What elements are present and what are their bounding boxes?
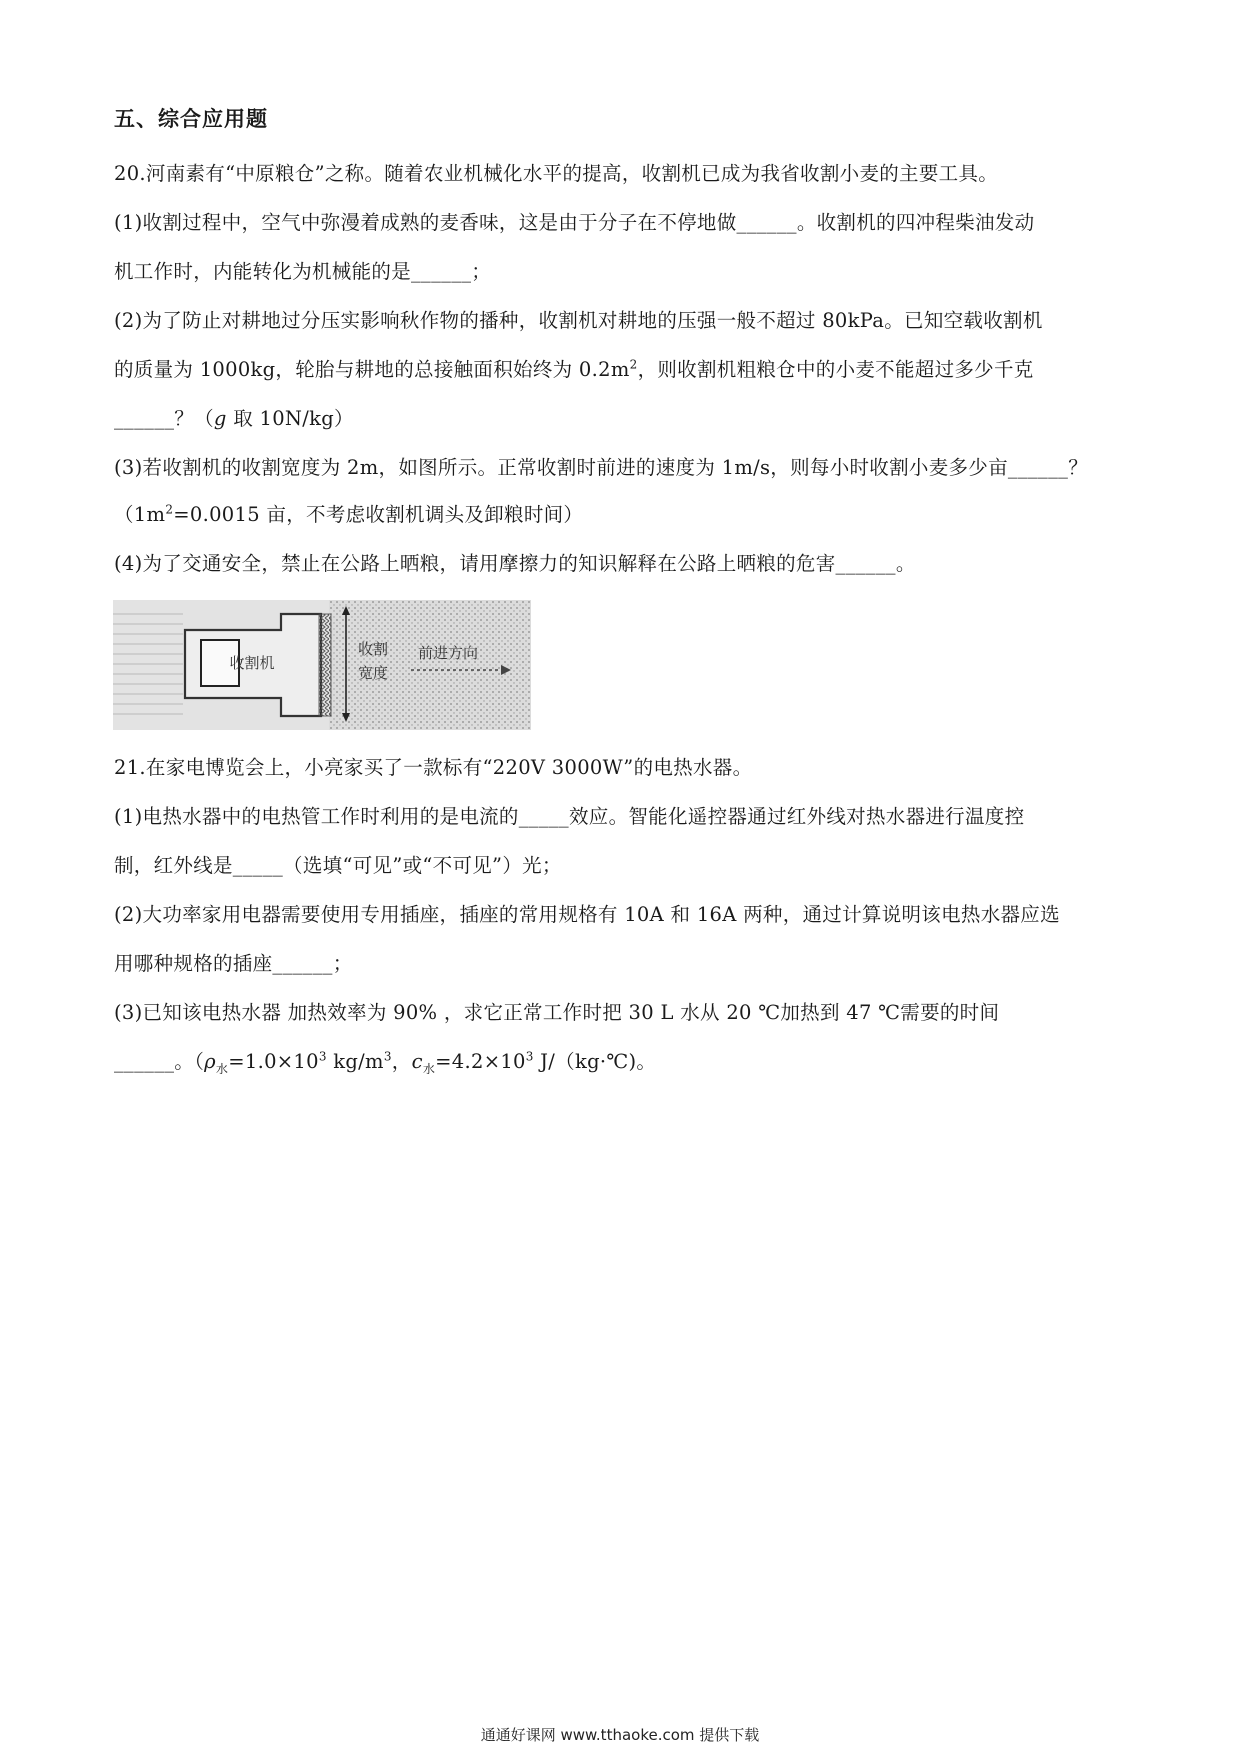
- direction-label: 前进方向: [418, 644, 479, 662]
- q21-part1-line1: (1)电热水器中的电热管工作时利用的是电流的_____效应。智能化遥控器通过红外线对热水器进行温度控: [114, 805, 1025, 828]
- q20-part2-line2: 的质量为 1000kg，轮胎与耕地的总接触面积始终为 $0.2m^2$，则收割机粗粮仓中的小麦不能超过多少千克: [114, 357, 1034, 381]
- stubble-lines: [113, 614, 183, 714]
- q21-part2-line2: 用哪种规格的插座______；: [114, 952, 353, 975]
- harvester-figure: [113, 600, 531, 730]
- q21-part1-line2: 制，红外线是_____（选填“可见”或“不可见”）光；: [114, 854, 562, 877]
- width-label-2: 宽度: [358, 664, 389, 682]
- q20-part3-line2: （$1m^2=0.0015$ 亩，不考虑收割机调头及卸粮时间）: [114, 502, 584, 526]
- q21-part3-line2: ______。（$\rho_水=1.0\times 10^3$ $kg/m^3$，$c_水=4.2\times 10^3$ J/（kg·℃)。: [114, 1049, 657, 1076]
- harvester-diagram: [113, 600, 531, 730]
- width-label-1: 收割: [358, 640, 389, 658]
- q21-stem: 21.在家电博览会上，小亮家买了一款标有“220V 3000W”的电热水器。: [114, 756, 753, 779]
- section-title: 五、综合应用题: [114, 107, 268, 131]
- q20-part3-line1: (3)若收割机的收割宽度为 2m，如图所示。正常收割时前进的速度为 1m/s，则每小时收割小麦多少亩______？: [114, 456, 1088, 479]
- q20-part1-line1: (1)收割过程中，空气中弥漫着成熟的麦香味，这是由于分子在不停地做______。收割机的四冲程柴油发动: [114, 211, 1035, 234]
- cutter-bar: [319, 614, 331, 716]
- q21-part2-line1: (2)大功率家用电器需要使用专用插座，插座的常用规格有 10A 和 16A 两种，通过计算说明该电热水器应选: [114, 903, 1060, 926]
- q20-part4-line1: (4)为了交通安全，禁止在公路上晒粮，请用摩擦力的知识解释在公路上晒粮的危害______。: [114, 552, 916, 575]
- q21-part3-line1: (3)已知该电热水器 加热效率为 90% ，求它正常工作时把 30 L 水从 20 ℃加热到 47 ℃需要的时间: [114, 1001, 1000, 1024]
- q20-part2-line3: ______？（g 取 10N/kg）: [114, 407, 354, 430]
- q20-part2-line1: (2)为了防止对耕地过分压实影响秋作物的播种，收割机对耕地的压强一般不超过 80kPa。已知空载收割机: [114, 309, 1043, 332]
- q20-part1-line2: 机工作时，内能转化为机械能的是______；: [114, 260, 492, 283]
- page-footer: 通通好课网 www.tthaoke.com 提供下载: [480, 1726, 760, 1744]
- q20-stem: 20.河南素有“中原粮仓”之称。随着农业机械化水平的提高，收割机已成为我省收割小麦的主要工具。: [114, 162, 999, 185]
- machine-label: 收割机: [229, 654, 275, 672]
